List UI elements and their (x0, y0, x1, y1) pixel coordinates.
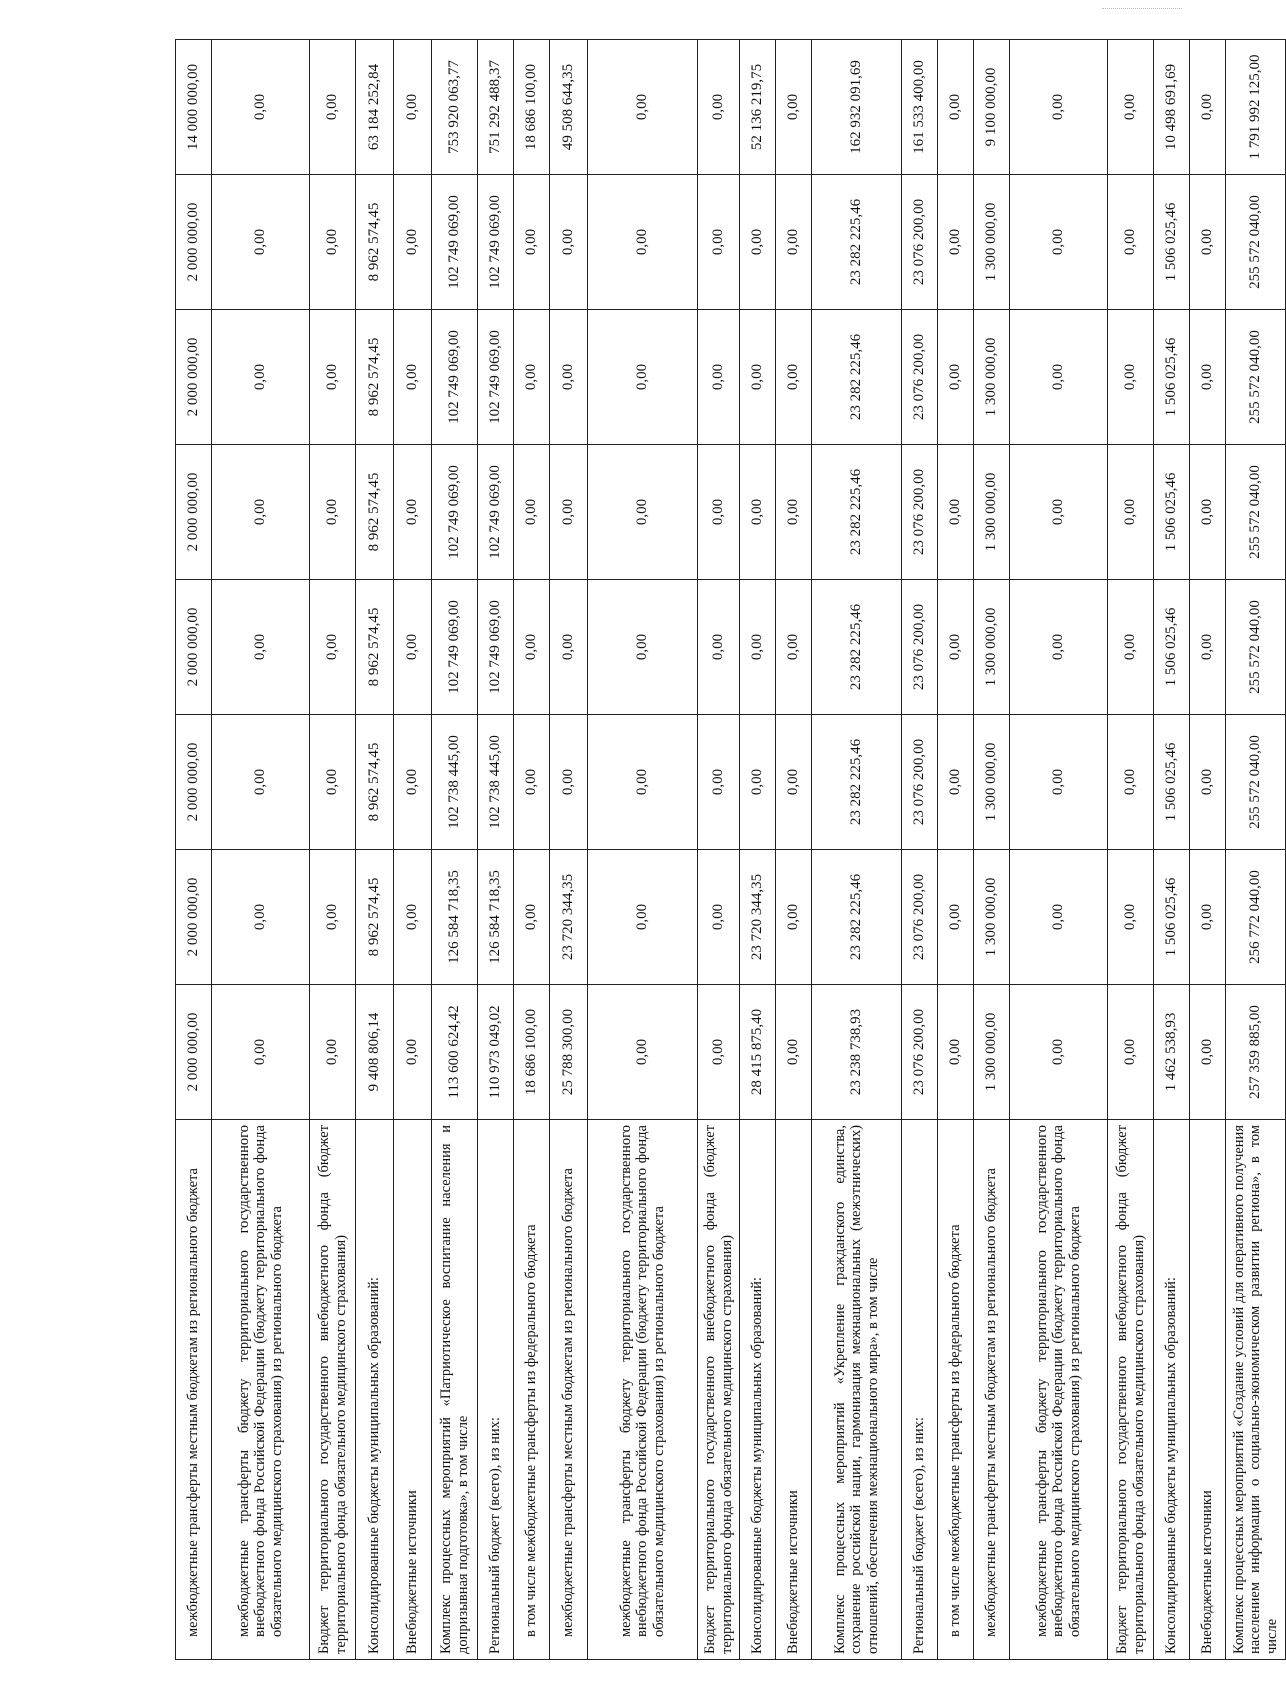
table-row (356, 40, 394, 1660)
value-cell: 23 282 225,46 (812, 175, 902, 310)
value-cell: 256 772 040,00 (1226, 850, 1286, 985)
value-cell: 0,00 (776, 175, 812, 310)
value-cell: 0,00 (1108, 715, 1154, 850)
table-row (550, 40, 588, 1660)
value-cell: 0,00 (310, 310, 356, 445)
value-cell: 102 738 445,00 (478, 715, 514, 850)
row-label: Внебюджетные источники (1190, 1120, 1226, 1660)
row-total-cell: 14 000 000,00 (176, 40, 212, 175)
table-row (1154, 40, 1190, 1660)
value-cell: 0,00 (588, 715, 698, 850)
value-cell: 0,00 (1190, 715, 1226, 850)
row-total-cell: 0,00 (394, 40, 432, 175)
row-total-cell: 0,00 (776, 40, 812, 175)
value-cell: 0,00 (698, 850, 740, 985)
value-cell: 0,00 (1190, 310, 1226, 445)
value-cell: 0,00 (1010, 445, 1108, 580)
row-total-cell: 63 184 252,84 (356, 40, 394, 175)
table-row (740, 40, 776, 1660)
value-cell: 0,00 (550, 175, 588, 310)
value-cell: 0,00 (740, 175, 776, 310)
value-cell: 23 720 344,35 (550, 850, 588, 985)
value-cell: 0,00 (310, 850, 356, 985)
value-cell: 0,00 (514, 715, 550, 850)
value-cell: 23 282 225,46 (812, 850, 902, 985)
value-cell: 0,00 (394, 310, 432, 445)
value-cell: 1 300 000,00 (974, 985, 1010, 1120)
value-cell: 102 749 069,00 (478, 580, 514, 715)
value-cell: 0,00 (588, 445, 698, 580)
value-cell: 0,00 (394, 175, 432, 310)
row-total-cell: 0,00 (938, 40, 974, 175)
value-cell: 0,00 (588, 175, 698, 310)
value-cell: 113 600 624,42 (432, 985, 478, 1120)
row-label: межбюджетные трансферты бюджету территориального государственного внебюджетного фонда Российской Федерации (бюджету территориального фонда обязательного медицинского страхования) из регионального бюджета (588, 1120, 698, 1660)
row-label: Региональный бюджет (всего), из них: (902, 1120, 938, 1660)
value-cell: 1 506 025,46 (1154, 850, 1190, 985)
value-cell: 0,00 (1190, 985, 1226, 1120)
value-cell: 255 572 040,00 (1226, 310, 1286, 445)
row-total-cell: 0,00 (310, 40, 356, 175)
value-cell: 0,00 (938, 310, 974, 445)
value-cell: 0,00 (698, 985, 740, 1120)
value-cell: 0,00 (550, 310, 588, 445)
row-label: межбюджетные трансферты местным бюджетам из регионального бюджета (974, 1120, 1010, 1660)
value-cell: 102 749 069,00 (432, 175, 478, 310)
table-row (478, 40, 514, 1660)
value-cell: 0,00 (514, 445, 550, 580)
value-cell: 23 282 225,46 (812, 310, 902, 445)
value-cell: 1 462 538,93 (1154, 985, 1190, 1120)
table-row (588, 40, 698, 1660)
value-cell: 23 076 200,00 (902, 715, 938, 850)
value-cell: 0,00 (514, 175, 550, 310)
table-row (1190, 40, 1226, 1660)
value-cell: 1 300 000,00 (974, 445, 1010, 580)
value-cell: 0,00 (394, 985, 432, 1120)
value-cell: 0,00 (938, 445, 974, 580)
table-row (514, 40, 550, 1660)
value-cell: 0,00 (212, 445, 310, 580)
row-label: межбюджетные трансферты местным бюджетам из регионального бюджета (176, 1120, 212, 1660)
value-cell: 0,00 (310, 715, 356, 850)
value-cell: 23 282 225,46 (812, 445, 902, 580)
row-label: в том числе межбюджетные трансферты из федерального бюджета (514, 1120, 550, 1660)
row-total-cell: 9 100 000,00 (974, 40, 1010, 175)
value-cell: 102 749 069,00 (478, 175, 514, 310)
value-cell: 0,00 (740, 445, 776, 580)
value-cell: 0,00 (212, 715, 310, 850)
value-cell: 255 572 040,00 (1226, 175, 1286, 310)
value-cell: 0,00 (698, 310, 740, 445)
row-label: Комплекс процессных мероприятий «Создание условий для оперативного получения населением информации о социально-экономическом развитии региона», в том числе (1226, 1120, 1286, 1660)
row-total-cell: 18 686 100,00 (514, 40, 550, 175)
value-cell: 0,00 (394, 445, 432, 580)
value-cell: 0,00 (1190, 445, 1226, 580)
rotated-table-frame (175, 40, 1280, 1660)
value-cell: 0,00 (310, 175, 356, 310)
table-row (1108, 40, 1154, 1660)
value-cell: 1 506 025,46 (1154, 310, 1190, 445)
value-cell: 0,00 (588, 310, 698, 445)
value-cell: 0,00 (1010, 580, 1108, 715)
value-cell: 0,00 (310, 580, 356, 715)
value-cell: 0,00 (588, 850, 698, 985)
value-cell: 0,00 (698, 715, 740, 850)
table-row (902, 40, 938, 1660)
table-row (394, 40, 432, 1660)
value-cell: 102 749 069,00 (432, 580, 478, 715)
value-cell: 0,00 (938, 715, 974, 850)
table-row (310, 40, 356, 1660)
value-cell: 8 962 574,45 (356, 715, 394, 850)
value-cell: 102 738 445,00 (432, 715, 478, 850)
row-label: Бюджет территориального государственного внебюджетного фонда (бюджет территориального фонда обязательного медицинского страхования) (310, 1120, 356, 1660)
value-cell: 23 076 200,00 (902, 310, 938, 445)
budget-table (175, 39, 1286, 1660)
value-cell: 2 000 000,00 (176, 850, 212, 985)
value-cell: 0,00 (740, 715, 776, 850)
value-cell: 0,00 (938, 580, 974, 715)
value-cell: 0,00 (1010, 850, 1108, 985)
table-body (176, 40, 1286, 1660)
table-row (1010, 40, 1108, 1660)
value-cell: 255 572 040,00 (1226, 445, 1286, 580)
value-cell: 0,00 (550, 580, 588, 715)
value-cell: 18 686 100,00 (514, 985, 550, 1120)
row-total-cell: 0,00 (1108, 40, 1154, 175)
table-row (176, 40, 212, 1660)
value-cell: 1 506 025,46 (1154, 175, 1190, 310)
value-cell: 8 962 574,45 (356, 850, 394, 985)
row-label: Внебюджетные источники (776, 1120, 812, 1660)
row-label: межбюджетные трансферты местным бюджетам из регионального бюджета (550, 1120, 588, 1660)
value-cell: 0,00 (1108, 310, 1154, 445)
value-cell: 0,00 (1190, 580, 1226, 715)
value-cell: 0,00 (212, 985, 310, 1120)
value-cell: 23 076 200,00 (902, 985, 938, 1120)
value-cell: 25 788 300,00 (550, 985, 588, 1120)
row-total-cell: 10 498 691,69 (1154, 40, 1190, 175)
value-cell: 23 720 344,35 (740, 850, 776, 985)
value-cell: 0,00 (740, 580, 776, 715)
scan-artifact (1102, 8, 1182, 11)
value-cell: 0,00 (514, 310, 550, 445)
value-cell: 2 000 000,00 (176, 310, 212, 445)
value-cell: 0,00 (212, 850, 310, 985)
row-label: Внебюджетные источники (394, 1120, 432, 1660)
value-cell: 126 584 718,35 (478, 850, 514, 985)
value-cell: 9 408 806,14 (356, 985, 394, 1120)
row-total-cell: 1 791 992 125,00 (1226, 40, 1286, 175)
value-cell: 23 282 225,46 (812, 715, 902, 850)
row-label: межбюджетные трансферты бюджету территориального государственного внебюджетного фонда Российской Федерации (бюджету территориального фонда обязательного медицинского страхования) из регионального бюджета (1010, 1120, 1108, 1660)
value-cell: 0,00 (1108, 175, 1154, 310)
row-total-cell: 52 136 219,75 (740, 40, 776, 175)
row-total-cell: 161 533 400,00 (902, 40, 938, 175)
value-cell: 8 962 574,45 (356, 175, 394, 310)
value-cell: 0,00 (776, 580, 812, 715)
table-row (698, 40, 740, 1660)
value-cell: 2 000 000,00 (176, 580, 212, 715)
table-row (1226, 40, 1286, 1660)
value-cell: 0,00 (1108, 985, 1154, 1120)
row-label: Комплекс процессных мероприятий «Патриотическое воспитание населения и допризывная подготовка», в том числе (432, 1120, 478, 1660)
value-cell: 0,00 (588, 985, 698, 1120)
value-cell: 2 000 000,00 (176, 985, 212, 1120)
value-cell: 0,00 (938, 850, 974, 985)
value-cell: 23 076 200,00 (902, 445, 938, 580)
value-cell: 2 000 000,00 (176, 445, 212, 580)
row-label: Региональный бюджет (всего), из них: (478, 1120, 514, 1660)
row-label: в том числе межбюджетные трансферты из федерального бюджета (938, 1120, 974, 1660)
row-label: Комплекс процессных мероприятий «Укрепление гражданского единства, сохранение российской нации, гармонизация межнациональных (межэтнических) отношений, обеспечения межнационального мира», в том числе (812, 1120, 902, 1660)
table-row (812, 40, 902, 1660)
value-cell: 0,00 (776, 445, 812, 580)
value-cell: 1 300 000,00 (974, 580, 1010, 715)
value-cell: 0,00 (1010, 310, 1108, 445)
value-cell: 0,00 (1010, 985, 1108, 1120)
value-cell: 0,00 (1190, 850, 1226, 985)
value-cell: 0,00 (550, 715, 588, 850)
value-cell: 8 962 574,45 (356, 310, 394, 445)
value-cell: 0,00 (1108, 580, 1154, 715)
value-cell: 0,00 (938, 985, 974, 1120)
value-cell: 0,00 (698, 580, 740, 715)
row-total-cell: 49 508 644,35 (550, 40, 588, 175)
value-cell: 23 076 200,00 (902, 850, 938, 985)
value-cell: 0,00 (514, 850, 550, 985)
value-cell: 0,00 (776, 715, 812, 850)
value-cell: 257 359 885,00 (1226, 985, 1286, 1120)
value-cell: 1 300 000,00 (974, 715, 1010, 850)
table-row (974, 40, 1010, 1660)
value-cell: 1 506 025,46 (1154, 445, 1190, 580)
value-cell: 23 076 200,00 (902, 175, 938, 310)
value-cell: 102 749 069,00 (478, 310, 514, 445)
row-total-cell: 0,00 (1190, 40, 1226, 175)
value-cell: 0,00 (394, 580, 432, 715)
value-cell: 0,00 (776, 985, 812, 1120)
value-cell: 0,00 (698, 175, 740, 310)
row-total-cell: 0,00 (588, 40, 698, 175)
row-label: Консолидированные бюджеты муниципальных образований: (740, 1120, 776, 1660)
value-cell: 0,00 (776, 310, 812, 445)
value-cell: 8 962 574,45 (356, 580, 394, 715)
value-cell: 2 000 000,00 (176, 175, 212, 310)
value-cell: 0,00 (1010, 715, 1108, 850)
table-row (776, 40, 812, 1660)
value-cell: 0,00 (310, 445, 356, 580)
value-cell: 23 238 738,93 (812, 985, 902, 1120)
value-cell: 0,00 (776, 850, 812, 985)
row-total-cell: 751 292 488,37 (478, 40, 514, 175)
value-cell: 8 962 574,45 (356, 445, 394, 580)
value-cell: 1 300 000,00 (974, 850, 1010, 985)
row-total-cell: 0,00 (698, 40, 740, 175)
value-cell: 1 300 000,00 (974, 175, 1010, 310)
row-label: Консолидированные бюджеты муниципальных образований: (356, 1120, 394, 1660)
row-label: Консолидированные бюджеты муниципальных образований: (1154, 1120, 1190, 1660)
row-label: Бюджет территориального государственного внебюджетного фонда (бюджет территориального фонда обязательного медицинского страхования) (1108, 1120, 1154, 1660)
row-label: межбюджетные трансферты бюджету территориального государственного внебюджетного фонда Российской Федерации (бюджету территориального фонда обязательного медицинского страхования) из регионального бюджета (212, 1120, 310, 1660)
value-cell: 102 749 069,00 (432, 310, 478, 445)
value-cell: 1 506 025,46 (1154, 580, 1190, 715)
row-label: Бюджет территориального государственного внебюджетного фонда (бюджет территориального фонда обязательного медицинского страхования) (698, 1120, 740, 1660)
value-cell: 23 076 200,00 (902, 580, 938, 715)
value-cell: 23 282 225,46 (812, 580, 902, 715)
value-cell: 126 584 718,35 (432, 850, 478, 985)
value-cell: 255 572 040,00 (1226, 715, 1286, 850)
table-row (212, 40, 310, 1660)
value-cell: 102 749 069,00 (432, 445, 478, 580)
row-total-cell: 162 932 091,69 (812, 40, 902, 175)
value-cell: 28 415 875,40 (740, 985, 776, 1120)
value-cell: 2 000 000,00 (176, 715, 212, 850)
value-cell: 0,00 (1010, 175, 1108, 310)
value-cell: 0,00 (588, 580, 698, 715)
value-cell: 0,00 (1190, 175, 1226, 310)
value-cell: 0,00 (550, 445, 588, 580)
value-cell: 0,00 (212, 580, 310, 715)
value-cell: 1 300 000,00 (974, 310, 1010, 445)
value-cell: 102 749 069,00 (478, 445, 514, 580)
value-cell: 0,00 (514, 580, 550, 715)
table-row (432, 40, 478, 1660)
value-cell: 0,00 (938, 175, 974, 310)
value-cell: 0,00 (212, 310, 310, 445)
value-cell: 255 572 040,00 (1226, 580, 1286, 715)
value-cell: 110 973 049,02 (478, 985, 514, 1120)
value-cell: 1 506 025,46 (1154, 715, 1190, 850)
row-total-cell: 0,00 (212, 40, 310, 175)
row-total-cell: 753 920 063,77 (432, 40, 478, 175)
table-row (938, 40, 974, 1660)
value-cell: 0,00 (1108, 445, 1154, 580)
value-cell: 0,00 (1108, 850, 1154, 985)
value-cell: 0,00 (698, 445, 740, 580)
value-cell: 0,00 (212, 175, 310, 310)
value-cell: 0,00 (394, 715, 432, 850)
value-cell: 0,00 (740, 310, 776, 445)
value-cell: 0,00 (310, 985, 356, 1120)
row-total-cell: 0,00 (1010, 40, 1108, 175)
value-cell: 0,00 (394, 850, 432, 985)
